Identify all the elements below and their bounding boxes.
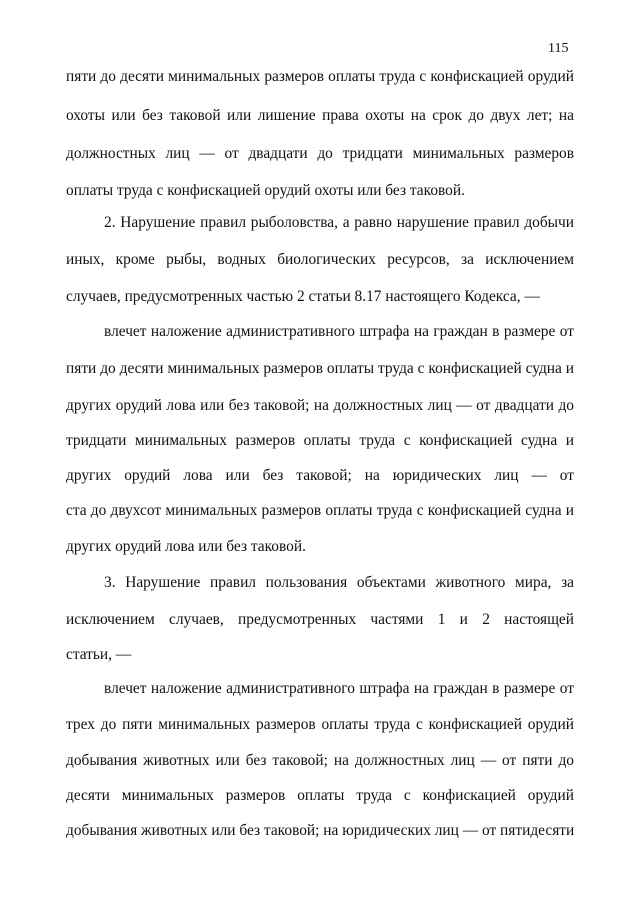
text-line: других орудий лова или без таковой; на должностных лиц — от двадцати до <box>66 397 574 414</box>
text-line: 3. Нарушение правил пользования объектами животного мира, за <box>104 574 574 591</box>
text-line: влечет наложение административного штрафа на граждан в размере от <box>104 680 574 697</box>
text-line: исключением случаев, предусмотренных частями 1 и 2 настоящей <box>66 611 574 628</box>
text-line: влечет наложение административного штрафа на граждан в размере от <box>104 323 574 340</box>
text-line: добывания животных или без таковой; на юридических лиц — от пятидесяти <box>66 822 575 839</box>
text-line: других орудий лова или без таковой; на юридических лиц — от <box>66 467 574 484</box>
text-line: тридцати минимальных размеров оплаты труда с конфискацией судна и <box>66 432 574 449</box>
text-line: 2. Нарушение правил рыболовства, а равно нарушение правил добычи <box>104 214 574 231</box>
text-line: оплаты труда с конфискацией орудий охоты или без таковой. <box>66 182 465 199</box>
text-line: пяти до десяти минимальных размеров оплаты труда с конфискацией орудий <box>66 68 574 85</box>
text-line: десяти минимальных размеров оплаты труда с конфискацией орудий <box>66 787 574 804</box>
text-line: трех до пяти минимальных размеров оплаты труда с конфискацией орудий <box>66 716 574 733</box>
page-number: 115 <box>548 41 569 56</box>
text-line: охоты или без таковой или лишение права охоты на срок до двух лет; на <box>66 107 574 124</box>
text-line: статьи, — <box>66 646 132 663</box>
text-line: должностных лиц — от двадцати до тридцати минимальных размеров <box>66 145 574 162</box>
text-line: пяти до десяти минимальных размеров оплаты труда с конфискацией судна и <box>66 360 574 377</box>
text-line: других орудий лова или без таковой. <box>66 538 306 555</box>
text-line: ста до двухсот минимальных размеров оплаты труда с конфискацией судна и <box>66 502 574 519</box>
text-line: иных, кроме рыбы, водных биологических ресурсов, за исключением <box>66 251 574 268</box>
text-line: добывания животных или без таковой; на должностных лиц — от пяти до <box>66 752 574 769</box>
text-line: случаев, предусмотренных частью 2 статьи 8.17 настоящего Кодекса, — <box>66 288 540 305</box>
